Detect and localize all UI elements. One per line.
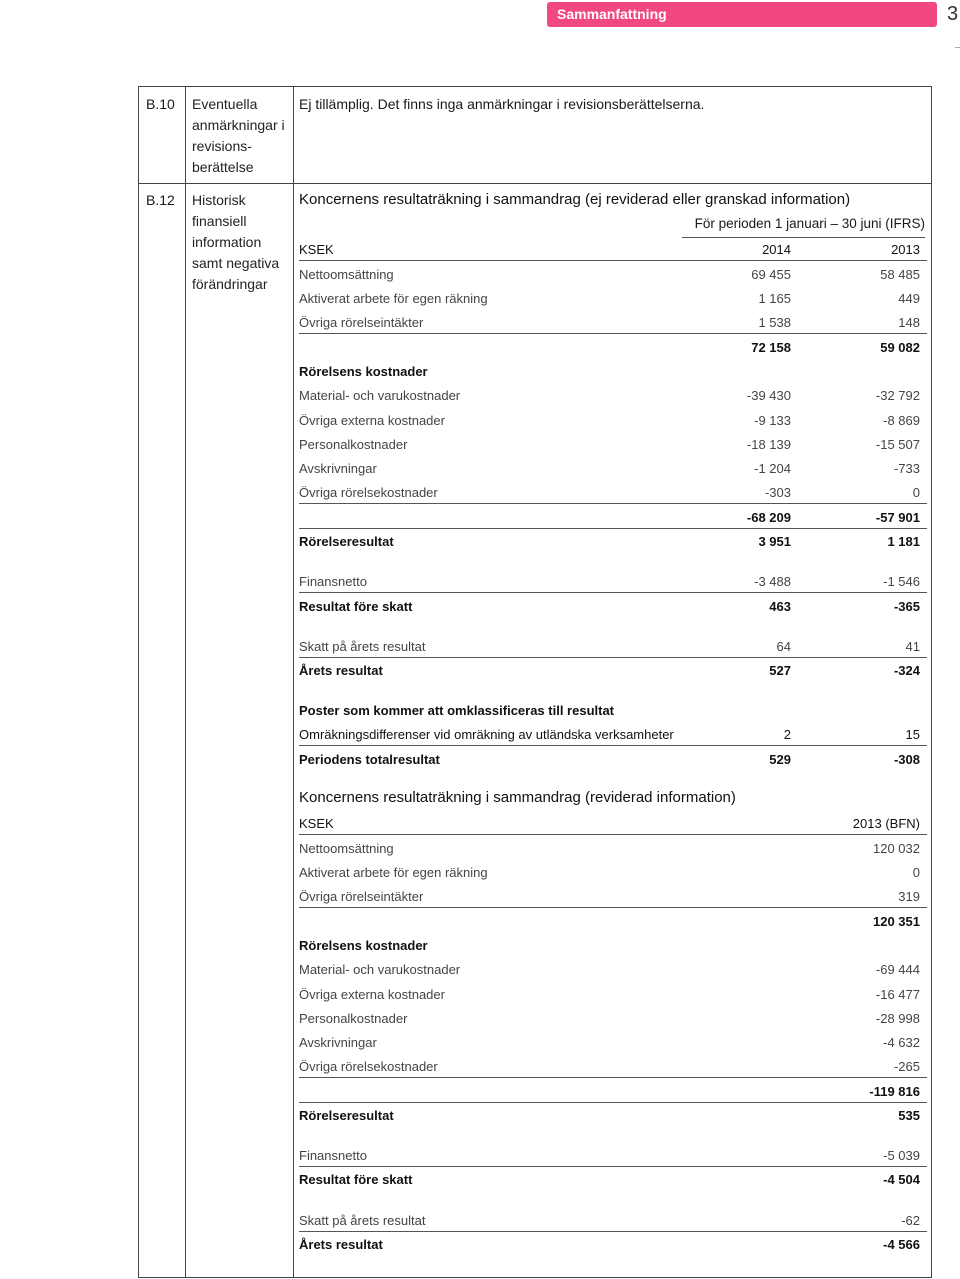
table-row bbox=[299, 1079, 927, 1103]
table-row bbox=[299, 982, 927, 1006]
value-2013: -32 792 bbox=[875, 388, 920, 403]
value-2014: -303 bbox=[764, 485, 791, 500]
section-title-b12: Historisk finansiell information samt negativa förändringar bbox=[192, 192, 280, 292]
table-row bbox=[299, 262, 927, 286]
row-label: Årets resultat bbox=[299, 663, 383, 678]
header-rule bbox=[955, 47, 960, 48]
table-row bbox=[299, 359, 927, 383]
row-label: Övriga rörelseintäkter bbox=[299, 315, 424, 330]
row-label: Finansnetto bbox=[299, 1148, 367, 1163]
row-label: Aktiverat arbete för egen räkning bbox=[299, 291, 488, 306]
row-label: Övriga rörelsekostnader bbox=[299, 1059, 438, 1074]
table-row bbox=[299, 884, 927, 908]
value-2013-bfn: -265 bbox=[893, 1059, 920, 1074]
section-text-b10: Ej tillämplig. Det finns inga anmärkningar i revisionsberättelserna. bbox=[299, 96, 705, 112]
value-2014: 3 951 bbox=[758, 534, 791, 549]
table-row bbox=[299, 658, 927, 682]
value-2013: -15 507 bbox=[875, 437, 920, 452]
value-2013: 59 082 bbox=[880, 340, 920, 355]
value-2013: -1 546 bbox=[883, 574, 920, 589]
value-2013: 15 bbox=[905, 727, 920, 742]
row-label: Rörelsens kostnader bbox=[299, 364, 428, 379]
table-row bbox=[299, 335, 927, 359]
value-2014: -9 133 bbox=[754, 413, 791, 428]
value-2013-bfn: -62 bbox=[901, 1213, 920, 1228]
value-2013-bfn: -119 816 bbox=[869, 1084, 920, 1099]
table-row bbox=[299, 594, 927, 618]
table-row bbox=[299, 747, 927, 771]
table-row bbox=[299, 1030, 927, 1054]
table-row bbox=[299, 237, 927, 261]
table-row bbox=[299, 1054, 927, 1078]
value-2014: -68 209 bbox=[746, 510, 791, 525]
row-label: Resultat före skatt bbox=[299, 599, 413, 614]
value-2013-bfn: -4 632 bbox=[883, 1035, 920, 1050]
value-2013-bfn: 535 bbox=[898, 1108, 920, 1123]
table-row bbox=[299, 1143, 927, 1167]
value-2013: 58 485 bbox=[880, 267, 920, 282]
row-label: Finansnetto bbox=[299, 574, 367, 589]
column-divider-title bbox=[293, 86, 294, 1278]
table-row bbox=[299, 408, 927, 432]
table-row bbox=[299, 722, 927, 746]
value-2013: -308 bbox=[893, 752, 920, 767]
row-label: Övriga externa kostnader bbox=[299, 413, 445, 428]
table1-title: Koncernens resultaträkning i sammandrag (ej reviderad eller granskad information) bbox=[299, 191, 851, 208]
row-label: Årets resultat bbox=[299, 1237, 383, 1252]
value-2014: -1 204 bbox=[754, 461, 791, 476]
value-2013: 0 bbox=[912, 485, 920, 500]
table-row bbox=[299, 836, 927, 860]
row-label: Övriga rörelseintäkter bbox=[299, 889, 424, 904]
table-row bbox=[299, 286, 927, 310]
section-header-tab: Sammanfattning bbox=[547, 2, 937, 27]
value-2014: 529 bbox=[769, 752, 791, 767]
value-2013: -8 869 bbox=[883, 413, 920, 428]
row-label: Personalkostnader bbox=[299, 1011, 408, 1026]
table-row bbox=[299, 933, 927, 957]
value-2013-bfn: 120 032 bbox=[873, 841, 920, 856]
table-row bbox=[299, 456, 927, 480]
value-2013: -324 bbox=[893, 663, 920, 678]
value-2014: 72 158 bbox=[751, 340, 791, 355]
row-label: Skatt på årets resultat bbox=[299, 639, 426, 654]
row-label: Omräkningsdifferenser vid omräkning av utländska verksamheter bbox=[299, 727, 674, 742]
section-id-b10: B.10 bbox=[146, 96, 175, 112]
value-2013: 1 181 bbox=[887, 534, 920, 549]
column-divider-id bbox=[185, 86, 186, 1278]
row-label: Rörelseresultat bbox=[299, 534, 394, 549]
value-2013: 41 bbox=[905, 639, 920, 654]
row-label: KSEK bbox=[299, 242, 334, 257]
table-row bbox=[299, 860, 927, 884]
row-label: Nettoomsättning bbox=[299, 267, 394, 282]
table-row bbox=[299, 1103, 927, 1127]
row-label: Personalkostnader bbox=[299, 437, 408, 452]
table-row bbox=[299, 811, 927, 835]
table-row bbox=[299, 634, 927, 658]
table-row bbox=[299, 1006, 927, 1030]
table-row bbox=[299, 505, 927, 529]
table-row bbox=[299, 1167, 927, 1191]
table-row bbox=[299, 698, 927, 722]
value-2013-bfn: -69 444 bbox=[875, 962, 920, 977]
table-row bbox=[299, 529, 927, 553]
value-2014: 463 bbox=[769, 599, 791, 614]
row-label: Aktiverat arbete för egen räkning bbox=[299, 865, 488, 880]
row-label: Övriga rörelsekostnader bbox=[299, 485, 438, 500]
value-2014: -3 488 bbox=[754, 574, 791, 589]
section-title-b10: Eventuella anmärkningar i revisions-berättelse bbox=[192, 96, 285, 175]
row-label: Material- och varukostnader bbox=[299, 962, 461, 977]
row-label: Skatt på årets resultat bbox=[299, 1213, 426, 1228]
table-row bbox=[299, 569, 927, 593]
table2-title: Koncernens resultaträkning i sammandrag (reviderad information) bbox=[299, 789, 736, 806]
row-label: Material- och varukostnader bbox=[299, 388, 461, 403]
row-label: Övriga externa kostnader bbox=[299, 987, 445, 1002]
value-2013-bfn: 0 bbox=[912, 865, 920, 880]
value-2014: 1 538 bbox=[758, 315, 791, 330]
value-2013-bfn: -4 504 bbox=[883, 1172, 920, 1187]
section-id-b12: B.12 bbox=[146, 192, 175, 208]
value-2014: 2014 bbox=[762, 242, 791, 257]
value-2014: 64 bbox=[776, 639, 791, 654]
value-2013: 148 bbox=[898, 315, 920, 330]
row-label: Rörelseresultat bbox=[299, 1108, 394, 1123]
table-row bbox=[299, 1208, 927, 1232]
section-divider bbox=[138, 183, 932, 184]
value-2013-bfn: -16 477 bbox=[875, 987, 920, 1002]
row-label: Periodens totalresultat bbox=[299, 752, 440, 767]
table-row bbox=[299, 909, 927, 933]
value-2013-bfn: -28 998 bbox=[875, 1011, 920, 1026]
page-number: 3 bbox=[947, 3, 959, 25]
value-2014: -39 430 bbox=[746, 388, 791, 403]
row-label: KSEK bbox=[299, 816, 334, 831]
value-2013-bfn: -4 566 bbox=[883, 1237, 920, 1252]
value-2014: 527 bbox=[769, 663, 791, 678]
value-2013: 449 bbox=[898, 291, 920, 306]
table-row bbox=[299, 1232, 927, 1256]
table-row bbox=[299, 957, 927, 981]
row-label: Avskrivningar bbox=[299, 1035, 377, 1050]
value-2014: 2 bbox=[783, 727, 791, 742]
row-label: Resultat före skatt bbox=[299, 1172, 413, 1187]
table-row bbox=[299, 310, 927, 334]
table-row bbox=[299, 383, 927, 407]
value-2014: 69 455 bbox=[751, 267, 791, 282]
value-2013: -365 bbox=[893, 599, 920, 614]
row-label: Poster som kommer att omklassificeras till resultat bbox=[299, 703, 615, 718]
value-2013-bfn: -5 039 bbox=[883, 1148, 920, 1163]
table-row bbox=[299, 432, 927, 456]
value-2013-bfn: 120 351 bbox=[873, 914, 920, 929]
table-row bbox=[299, 480, 927, 504]
table1-period: För perioden 1 januari – 30 juni (IFRS) bbox=[682, 216, 925, 238]
value-2013-bfn: 2013 (BFN) bbox=[852, 816, 920, 831]
row-label: Avskrivningar bbox=[299, 461, 377, 476]
value-2013: -733 bbox=[893, 461, 920, 476]
value-2013-bfn: 319 bbox=[898, 889, 920, 904]
value-2013: -57 901 bbox=[875, 510, 920, 525]
value-2014: -18 139 bbox=[746, 437, 791, 452]
row-label: Rörelsens kostnader bbox=[299, 938, 428, 953]
value-2013: 2013 bbox=[891, 242, 920, 257]
value-2014: 1 165 bbox=[758, 291, 791, 306]
row-label: Nettoomsättning bbox=[299, 841, 394, 856]
